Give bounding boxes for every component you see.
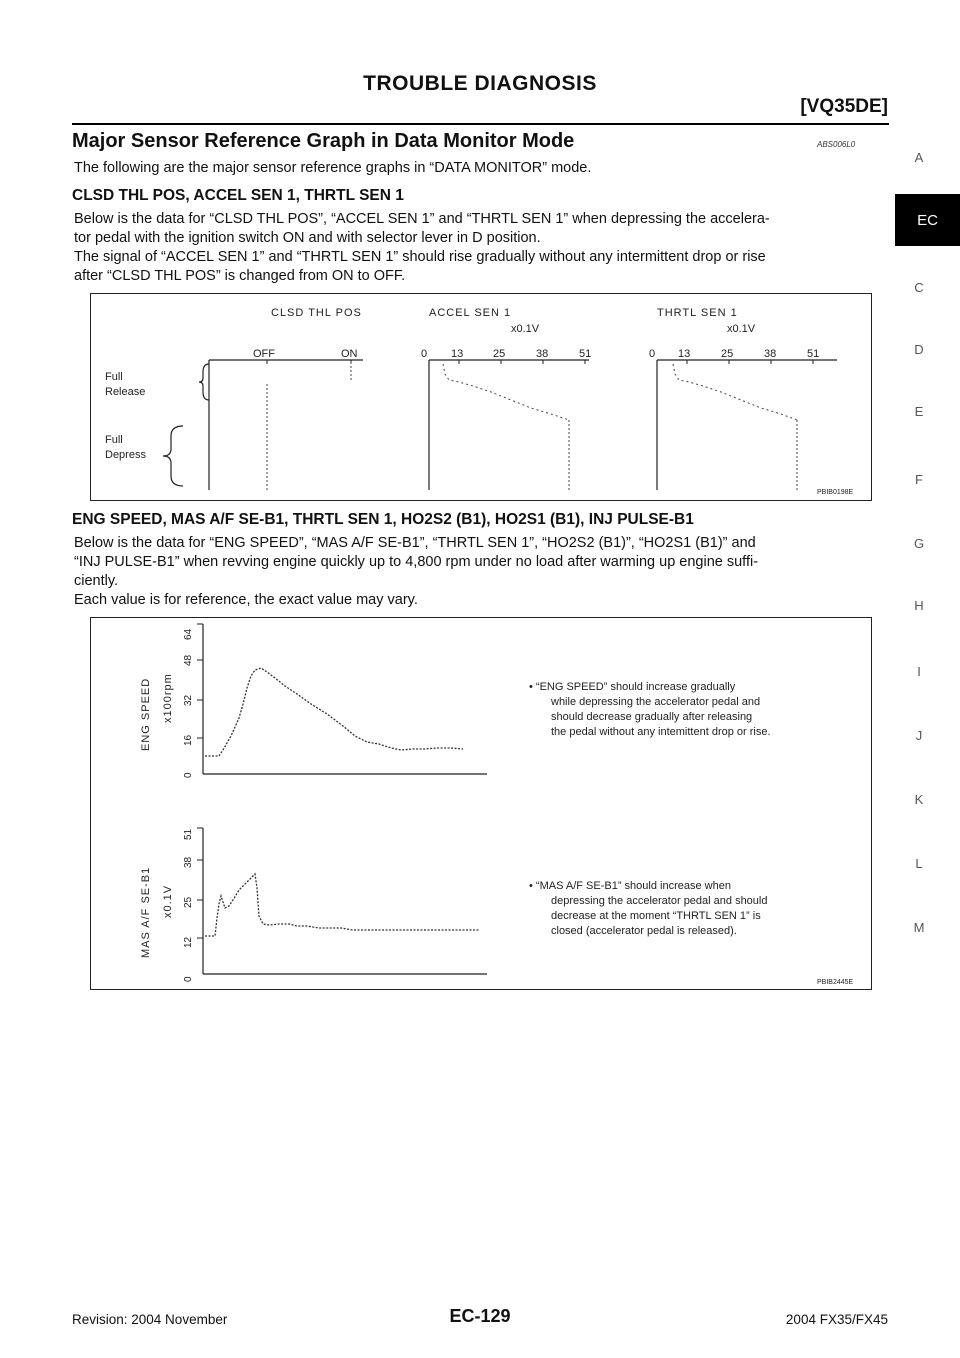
side-index-i[interactable]: I (917, 664, 921, 679)
col3-tick: 25 (721, 348, 734, 360)
header-divider (72, 123, 889, 125)
subsection-2-line: Below is the data for “ENG SPEED”, “MAS A/F SE-B1”, “THRTL SEN 1”, “HO2S2 (B1)”, “HO2S1 (B1)” and (74, 535, 756, 551)
subsection-2-line: Each value is for reference, the exact value may vary. (74, 592, 418, 608)
col2-tick: 13 (451, 348, 464, 360)
graph1-label: ENG SPEED (140, 677, 152, 751)
figure-1-code: PBIB0198E (817, 489, 854, 496)
side-index-m[interactable]: M (913, 920, 925, 935)
figure-2-code: PBIB2445E (817, 979, 854, 986)
engine-model-label: [VQ35DE] (800, 96, 888, 117)
footer-page-number: EC-129 (449, 1306, 511, 1326)
graph1-tick: 16 (183, 734, 194, 746)
section-code: ABS006L0 (817, 140, 856, 149)
col3-tick: 0 (649, 348, 656, 360)
section-intro: The following are the major sensor reference graphs in “DATA MONITOR” mode. (74, 160, 592, 176)
figure-1-graphic (91, 294, 871, 500)
thrtl-sen-trace (673, 364, 797, 420)
graph1-unit: x100rpm (162, 673, 174, 723)
release-brace (199, 364, 209, 400)
col2-tick: 25 (493, 348, 506, 360)
note2-line: decrease at the moment “THRTL SEN 1” is (551, 910, 761, 922)
graph1-tick: 64 (183, 628, 194, 640)
full-label: Full (105, 371, 123, 383)
subsection-1-line: The signal of “ACCEL SEN 1” and “THRTL SEN 1” should rise gradually without any intermittent drop or rise (74, 249, 766, 265)
side-index-h[interactable]: H (914, 598, 924, 613)
mas-af-trace (205, 874, 479, 936)
side-index-j[interactable]: J (915, 728, 923, 743)
col3-tick: 13 (678, 348, 691, 360)
col2-tick: 51 (579, 348, 592, 360)
depress-brace (163, 426, 183, 486)
col2-title: ACCEL SEN 1 (429, 307, 512, 319)
accel-sen-trace (443, 364, 569, 420)
note1-line: while depressing the accelerator pedal and (551, 696, 761, 708)
graph2-tick: 51 (183, 828, 194, 840)
col2-unit: x0.1V (511, 323, 540, 335)
note2-line: closed (accelerator pedal is released). (551, 925, 737, 937)
depress-label: Depress (105, 449, 146, 461)
page-header-title: TROUBLE DIAGNOSIS (363, 72, 597, 95)
off-label: OFF (253, 348, 275, 360)
col3-tick: 38 (764, 348, 777, 360)
figure-2-graphic (91, 618, 871, 989)
release-label: Release (105, 386, 146, 398)
col3-title: THRTL SEN 1 (657, 307, 738, 319)
graph2-tick: 38 (183, 856, 194, 868)
note2-line: depressing the accelerator pedal and should (551, 895, 768, 907)
graph2-unit: x0.1V (162, 884, 174, 918)
subsection-1-text (74, 210, 889, 286)
subsection-2-line: ciently. (74, 573, 119, 589)
side-index-d[interactable]: D (914, 342, 924, 357)
subsection-1-line: tor pedal with the ignition switch ON and with selector lever in D position. (74, 230, 541, 246)
col1-title: CLSD THL POS (271, 307, 362, 319)
subsection-2-text (74, 534, 889, 610)
graph1-tick: 32 (183, 694, 194, 706)
figure-engine-reference (90, 617, 872, 990)
subsection-2-title: ENG SPEED, MAS A/F SE-B1, THRTL SEN 1, HO2S2 (B1), HO2S1 (B1), INJ PULSE-B1 (72, 511, 694, 528)
col2-tick: 38 (536, 348, 549, 360)
side-index-f[interactable]: F (915, 472, 923, 487)
subsection-1-title: CLSD THL POS, ACCEL SEN 1, THRTL SEN 1 (72, 187, 404, 204)
full-label: Full (105, 434, 123, 446)
graph2-label: MAS A/F SE-B1 (140, 866, 152, 958)
side-index-k[interactable]: K (914, 792, 924, 807)
col2-tick: 0 (421, 348, 428, 360)
section-title: Major Sensor Reference Graph in Data Monitor Mode (72, 130, 575, 152)
side-index-a[interactable]: A (914, 150, 924, 165)
footer-model: 2004 FX35/FX45 (785, 1312, 888, 1327)
side-index-ec-active[interactable]: EC (895, 194, 960, 246)
side-index-g[interactable]: G (913, 536, 925, 551)
note2-line: • “MAS A/F SE-B1” should increase when (529, 880, 731, 892)
graph1-tick: 48 (183, 654, 194, 666)
graph2-tick: 25 (183, 896, 194, 908)
subsection-1-line: Below is the data for “CLSD THL POS”, “ACCEL SEN 1” and “THRTL SEN 1” when depressing the accelera- (74, 211, 770, 227)
note1-line: • “ENG SPEED” should increase gradually (529, 681, 736, 693)
subsection-1-line: after “CLSD THL POS” is changed from ON to OFF. (74, 268, 406, 284)
graph2-tick: 0 (183, 976, 194, 982)
side-index-l[interactable]: L (915, 856, 923, 871)
on-label: ON (341, 348, 358, 360)
note1-line: the pedal without any intemittent drop or rise. (551, 726, 771, 738)
footer-revision: Revision: 2004 November (72, 1312, 228, 1327)
subsection-2-line: “INJ PULSE-B1” when revving engine quickly up to 4,800 rpm under no load after warming up engine suffi- (74, 554, 759, 570)
note1-line: should decrease gradually after releasing (551, 711, 753, 723)
col3-unit: x0.1V (727, 323, 756, 335)
col3-tick: 51 (807, 348, 820, 360)
graph1-tick: 0 (183, 772, 194, 778)
side-index-c[interactable]: C (914, 280, 924, 295)
side-index-e[interactable]: E (914, 404, 924, 419)
figure-throttle-reference (90, 293, 872, 501)
graph2-tick: 12 (183, 936, 194, 948)
eng-speed-trace (205, 668, 463, 756)
